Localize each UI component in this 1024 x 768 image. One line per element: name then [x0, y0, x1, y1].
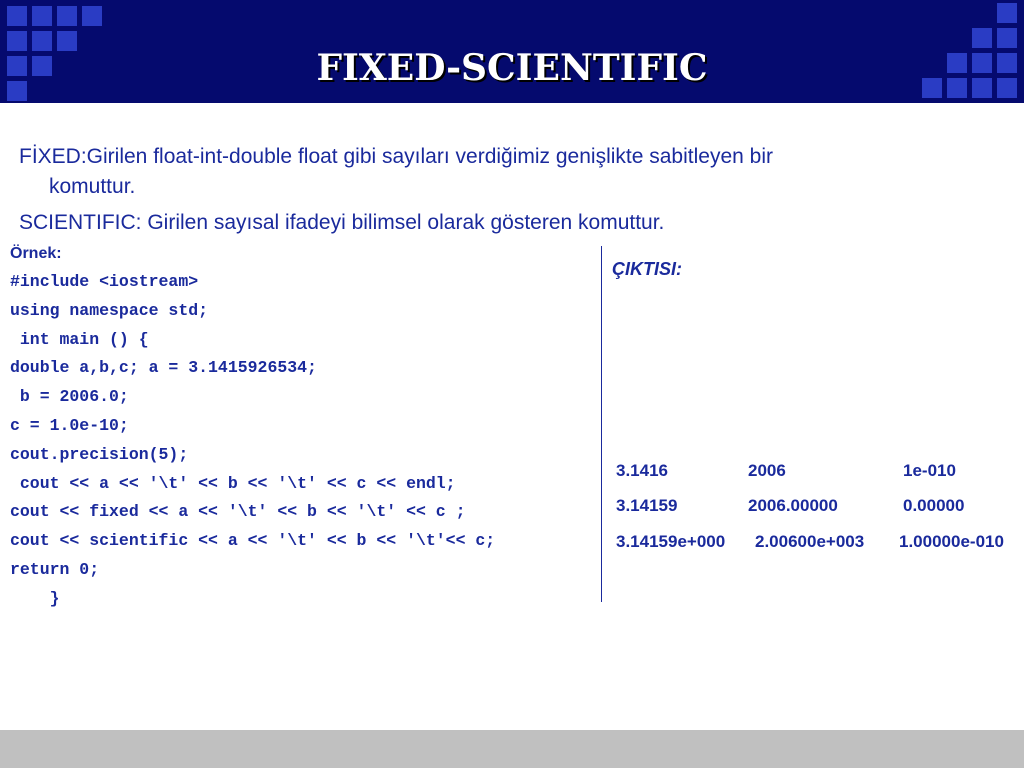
slide-footer-bar	[0, 730, 1024, 768]
decor-square	[82, 6, 102, 26]
code-block	[10, 268, 495, 614]
code-line: double a,b,c; a = 3.1415926534;	[10, 358, 317, 378]
output-cell: 2006	[748, 461, 786, 480]
code-line: #include <iostream>	[10, 272, 199, 291]
output-cell: 3.14159e+000	[616, 532, 726, 551]
slide-header	[0, 0, 1024, 103]
divider-line	[601, 246, 602, 602]
decor-square	[57, 6, 77, 26]
code-line: cout << scientific << a << '\t' << b << '\t'<< c;	[10, 531, 496, 551]
output-cell: 3.1416	[616, 461, 668, 480]
decor-square	[997, 3, 1017, 23]
output-cell: 1.00000e-010	[899, 532, 1004, 551]
output-label: ÇIKTISI:	[612, 259, 682, 279]
code-line: cout << a << '\t' << b << '\t' << c << endl;	[10, 473, 456, 493]
example-label: Örnek:	[10, 245, 62, 262]
fixed-description-line1: FİXED:Girilen float-int-double float gibi sayıları verdiğimiz genişlikte sabitleyen bir	[19, 145, 773, 168]
output-cell: 2006.00000	[748, 496, 838, 515]
code-line: int main () {	[10, 329, 149, 349]
code-line: c = 1.0e-10;	[10, 415, 129, 435]
fixed-description	[19, 142, 979, 202]
scientific-description: SCIENTIFIC: Girilen sayısal ifadeyi bilimsel olarak gösteren komuttur.	[19, 211, 665, 234]
slide-title: FIXED-SCIENTIFIC	[316, 47, 708, 89]
code-line: cout.precision(5);	[10, 444, 189, 464]
decor-square	[32, 6, 52, 26]
code-line: cout << fixed << a << '\t' << b << '\t' << c ;	[10, 502, 466, 522]
output-cell: 3.14159	[616, 496, 678, 515]
decor-square	[7, 6, 27, 26]
code-line: }	[10, 588, 60, 608]
code-line: return 0;	[10, 559, 100, 579]
output-cell: 1e-010	[903, 461, 956, 480]
fixed-description-line2: komuttur.	[49, 175, 136, 198]
code-line: using namespace std;	[10, 300, 209, 320]
code-line: b = 2006.0;	[10, 387, 129, 407]
output-cell: 0.00000	[903, 496, 965, 515]
output-cell: 2.00600e+003	[755, 532, 865, 551]
